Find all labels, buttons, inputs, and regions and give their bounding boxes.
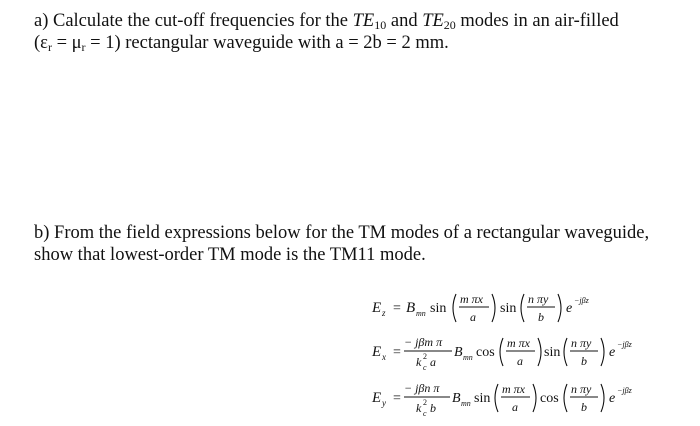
ey-frac-num: − jβn π: [404, 381, 440, 395]
te10-index: 10: [374, 18, 387, 32]
and-word: and: [390, 11, 418, 31]
ex-lhs-sub: x: [382, 352, 386, 362]
ez-lhs: E: [372, 300, 382, 316]
equation-ex: [372, 330, 672, 376]
ez-arg2-den: b: [538, 310, 544, 324]
ez-arg1-den: a: [470, 310, 476, 324]
ey-func2: cos: [540, 391, 559, 406]
ez-lhs-sub: z: [382, 308, 386, 318]
ez-exp: −jβz: [574, 296, 589, 305]
epsilon-open: (ε: [34, 33, 48, 53]
ez-coef: B: [406, 300, 416, 316]
ez-func1: sin: [430, 301, 447, 316]
ex-equals: =: [393, 345, 401, 360]
ey-arg2-num: n πy: [571, 382, 592, 396]
te20-index: 20: [443, 18, 456, 32]
ex-frac-den-sup: 2: [423, 352, 427, 361]
ey-frac-den-tail: b: [430, 401, 436, 415]
equation-ey: [372, 376, 672, 422]
ez-paren2-right: [558, 294, 561, 322]
ey-lhs: E: [372, 390, 382, 406]
ex-func2: sin: [544, 345, 561, 360]
ex-arg1-den: a: [517, 354, 523, 368]
ey-frac-den: k: [416, 401, 422, 415]
question-a-line-1: [34, 10, 680, 32]
ey-func1: sin: [474, 391, 491, 406]
ez-arg2-num: n πy: [528, 292, 549, 306]
ey-coef-sub: mn: [461, 399, 471, 408]
te-symbol-2: TE: [422, 11, 444, 31]
ey-arg1-den: a: [512, 400, 518, 414]
ey-exp-base: e: [609, 391, 616, 406]
ex-paren1-right: [538, 338, 541, 366]
ez-arg1-num: m πx: [460, 292, 484, 306]
ey-frac-den-sub: c: [423, 409, 427, 418]
ex-coef: B: [454, 345, 463, 360]
ex-exp: −jβz: [617, 340, 632, 349]
ey-coef: B: [452, 391, 461, 406]
ey-paren2-right: [601, 384, 604, 412]
ex-arg2-den: b: [581, 354, 587, 368]
ex-paren1-left: [500, 338, 503, 366]
eps-r-sub: r: [47, 40, 52, 54]
ex-frac-num: − jβm π: [404, 335, 443, 349]
question-b: [34, 222, 680, 266]
ez-paren2-left: [521, 294, 524, 322]
question-a-text-pre: a) Calculate the cut-off frequencies for the: [34, 11, 349, 31]
ey-arg1-num: m πx: [502, 382, 526, 396]
ex-arg1-num: m πx: [507, 336, 531, 350]
question-b-line-2: show that lowest-order TM mode is the TM11 mode.: [34, 245, 426, 265]
ez-func2: sin: [500, 301, 517, 316]
ez-coef-sub: mn: [416, 309, 426, 318]
ex-arg2-num: n πy: [571, 336, 592, 350]
mu-r-sub: r: [81, 40, 86, 54]
question-b-line-1: b) From the field expressions below for the TM modes of a rectangular waveguide,: [34, 223, 650, 243]
ey-exp: −jβz: [617, 386, 632, 395]
question-a-line-2-post: = 1) rectangular waveguide with a = 2b = 2 mm.: [85, 33, 449, 53]
te-symbol-1: TE: [352, 11, 375, 31]
ex-paren2-left: [564, 338, 567, 366]
ez-exp-base: e: [566, 301, 573, 316]
equation-ez: [372, 286, 672, 330]
ey-arg2-den: b: [581, 400, 587, 414]
ez-paren1-left: [453, 294, 456, 322]
ez-paren1-right: [492, 294, 495, 322]
ex-frac-den-tail: a: [430, 355, 436, 369]
ey-lhs-sub: y: [382, 398, 386, 408]
ex-exp-base: e: [609, 345, 616, 360]
question-a-text-post: modes in an air-filled: [460, 11, 619, 31]
ex-frac-den-sub: c: [423, 363, 427, 372]
ex-lhs: E: [372, 344, 382, 360]
mu-text: = μ: [51, 33, 82, 53]
ez-equals: =: [393, 301, 401, 316]
ey-paren1-left: [495, 384, 498, 412]
question-a-line-2: [34, 32, 680, 54]
ex-paren2-right: [601, 338, 604, 366]
ey-paren1-right: [533, 384, 536, 412]
ey-paren2-left: [564, 384, 567, 412]
ey-equals: =: [393, 391, 401, 406]
ex-frac-den: k: [416, 355, 422, 369]
ex-coef-sub: mn: [463, 353, 473, 362]
ey-frac-den-sup: 2: [423, 398, 427, 407]
question-a: [34, 10, 680, 54]
ex-func1: cos: [476, 345, 495, 360]
